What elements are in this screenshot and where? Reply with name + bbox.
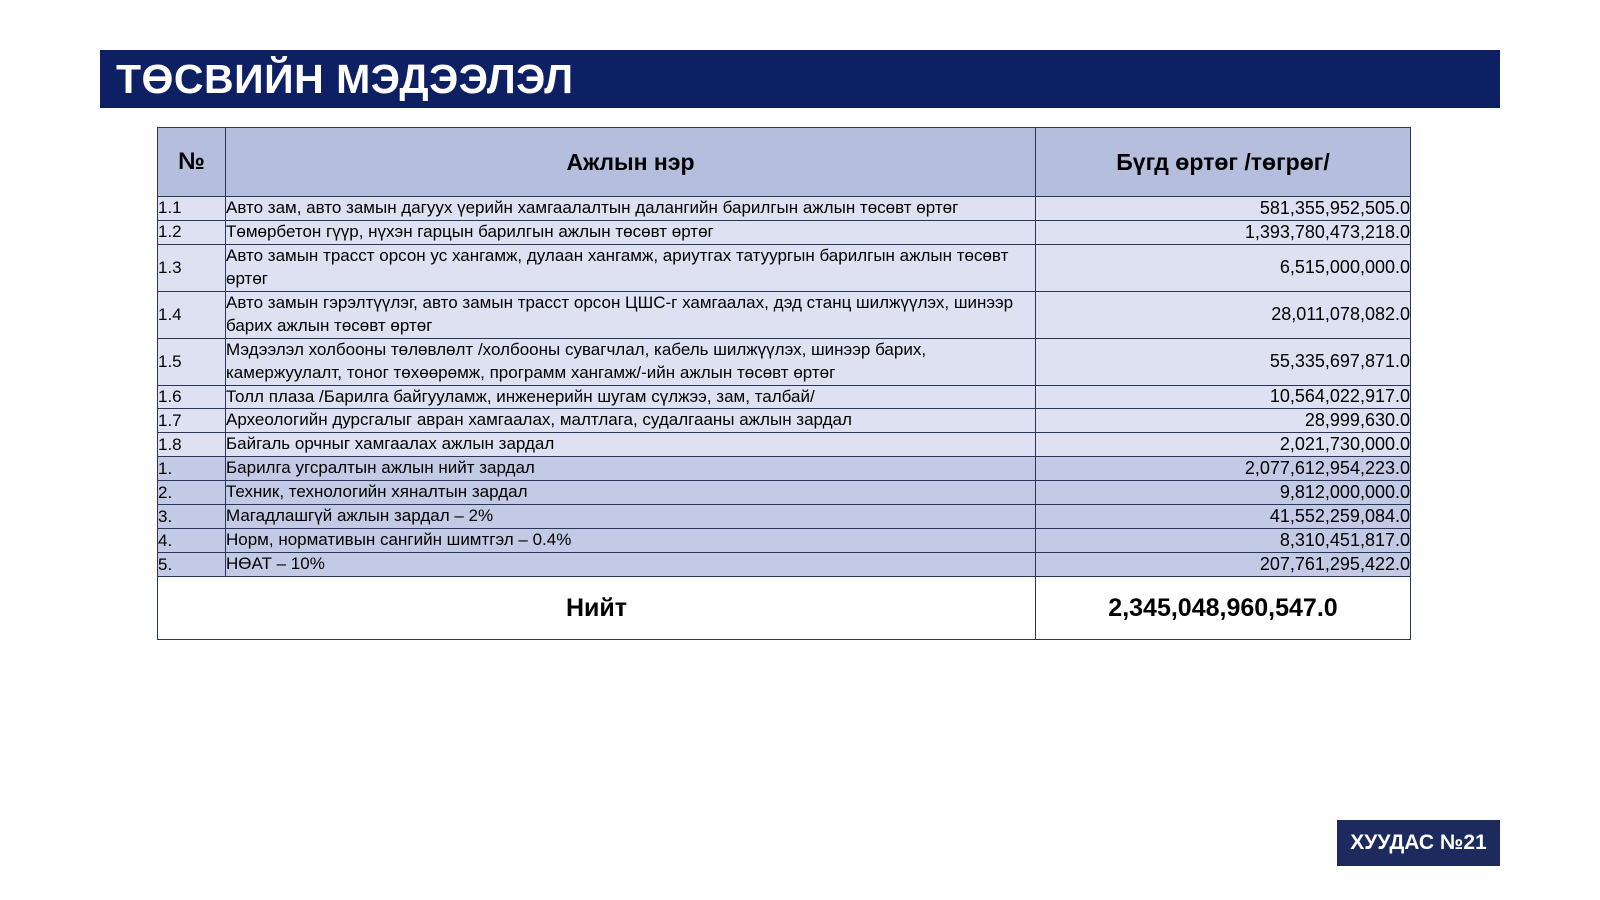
row-work-name: Авто замын гэрэлтүүлэг, авто замын трасст орсон ЦШС-г хамгаалах, дэд станц шилжүүлэх, шинээр барих ажлын төсөвт өртөг <box>226 291 1036 338</box>
table-row <box>158 553 1411 577</box>
table-row <box>158 197 1411 221</box>
row-work-name: Норм, нормативын сангийн шимтгэл – 0.4% <box>226 529 1036 553</box>
page-number-label: ХУУДАС №21 <box>1350 831 1487 854</box>
table-row <box>158 220 1411 244</box>
row-total-cost: 581,355,952,505.0 <box>1036 197 1411 221</box>
row-number: 5. <box>158 553 226 577</box>
total-label: Нийт <box>158 577 1036 640</box>
row-total-cost: 8,310,451,817.0 <box>1036 529 1411 553</box>
row-number: 1.7 <box>158 409 226 433</box>
row-total-cost: 6,515,000,000.0 <box>1036 244 1411 291</box>
row-work-name: Мэдээлэл холбооны төлөвлөлт /холбооны сувагчлал, кабель шилжүүлэх, шинээр барих, камержуулалт, тоног төхөөрөмж, программ хангамж/-ийн ажлын төсөвт өртөг <box>226 338 1036 385</box>
table-footer <box>158 577 1411 640</box>
row-total-cost: 2,077,612,954,223.0 <box>1036 457 1411 481</box>
table-row <box>158 291 1411 338</box>
column-header-total-cost: Бүгд өртөг /төгрөг/ <box>1036 128 1411 197</box>
table-header <box>158 128 1411 197</box>
table-header-row <box>158 128 1411 197</box>
row-number: 2. <box>158 481 226 505</box>
row-total-cost: 41,552,259,084.0 <box>1036 505 1411 529</box>
row-work-name: Барилга угсралтын ажлын нийт зардал <box>226 457 1036 481</box>
table-row <box>158 433 1411 457</box>
row-number: 1.1 <box>158 197 226 221</box>
column-header-work-name: Ажлын нэр <box>226 128 1036 197</box>
table-row <box>158 409 1411 433</box>
total-value: 2,345,048,960,547.0 <box>1036 577 1411 640</box>
row-work-name: Төмөрбетон гүүр, нүхэн гарцын барилгын ажлын төсөвт өртөг <box>226 220 1036 244</box>
budget-table-container <box>157 127 1410 640</box>
row-total-cost: 2,021,730,000.0 <box>1036 433 1411 457</box>
row-total-cost: 1,393,780,473,218.0 <box>1036 220 1411 244</box>
table-row <box>158 529 1411 553</box>
table-row <box>158 505 1411 529</box>
row-number: 1. <box>158 457 226 481</box>
row-number: 3. <box>158 505 226 529</box>
column-header-number: № <box>158 128 226 197</box>
row-total-cost: 10,564,022,917.0 <box>1036 385 1411 409</box>
slide-title-banner <box>100 50 1500 108</box>
row-number: 1.4 <box>158 291 226 338</box>
row-work-name: Байгаль орчныг хамгаалах ажлын зардал <box>226 433 1036 457</box>
row-number: 1.2 <box>158 220 226 244</box>
page-title: ТӨСВИЙН МЭДЭЭЛЭЛ <box>116 55 574 102</box>
row-work-name: Авто зам, авто замын дагуух үерийн хамгаалалтын далангийн барилгын ажлын төсөвт өртөг <box>226 197 1036 221</box>
row-work-name: Техник, технологийн хяналтын зардал <box>226 481 1036 505</box>
row-number: 1.3 <box>158 244 226 291</box>
row-number: 1.5 <box>158 338 226 385</box>
budget-table <box>157 127 1411 640</box>
row-work-name: Авто замын трасст орсон ус хангамж, дулаан хангамж, ариутгах татуургын барилгын ажлын төсөвт өртөг <box>226 244 1036 291</box>
row-total-cost: 9,812,000,000.0 <box>1036 481 1411 505</box>
row-total-cost: 55,335,697,871.0 <box>1036 338 1411 385</box>
row-work-name: Толл плаза /Барилга байгууламж, инженерийн шугам сүлжээ, зам, талбай/ <box>226 385 1036 409</box>
table-row <box>158 457 1411 481</box>
table-row <box>158 385 1411 409</box>
row-total-cost: 28,011,078,082.0 <box>1036 291 1411 338</box>
total-row <box>158 577 1411 640</box>
row-total-cost: 28,999,630.0 <box>1036 409 1411 433</box>
table-body <box>158 197 1411 577</box>
row-number: 4. <box>158 529 226 553</box>
table-row <box>158 481 1411 505</box>
row-work-name: Магадлашгүй ажлын зардал – 2% <box>226 505 1036 529</box>
page-number-badge <box>1337 820 1500 866</box>
row-work-name: Археологийн дурсгалыг авран хамгаалах, малтлага, судалгааны ажлын зардал <box>226 409 1036 433</box>
row-total-cost: 207,761,295,422.0 <box>1036 553 1411 577</box>
row-number: 1.6 <box>158 385 226 409</box>
row-work-name: НӨАТ – 10% <box>226 553 1036 577</box>
table-row <box>158 244 1411 291</box>
row-number: 1.8 <box>158 433 226 457</box>
table-row <box>158 338 1411 385</box>
